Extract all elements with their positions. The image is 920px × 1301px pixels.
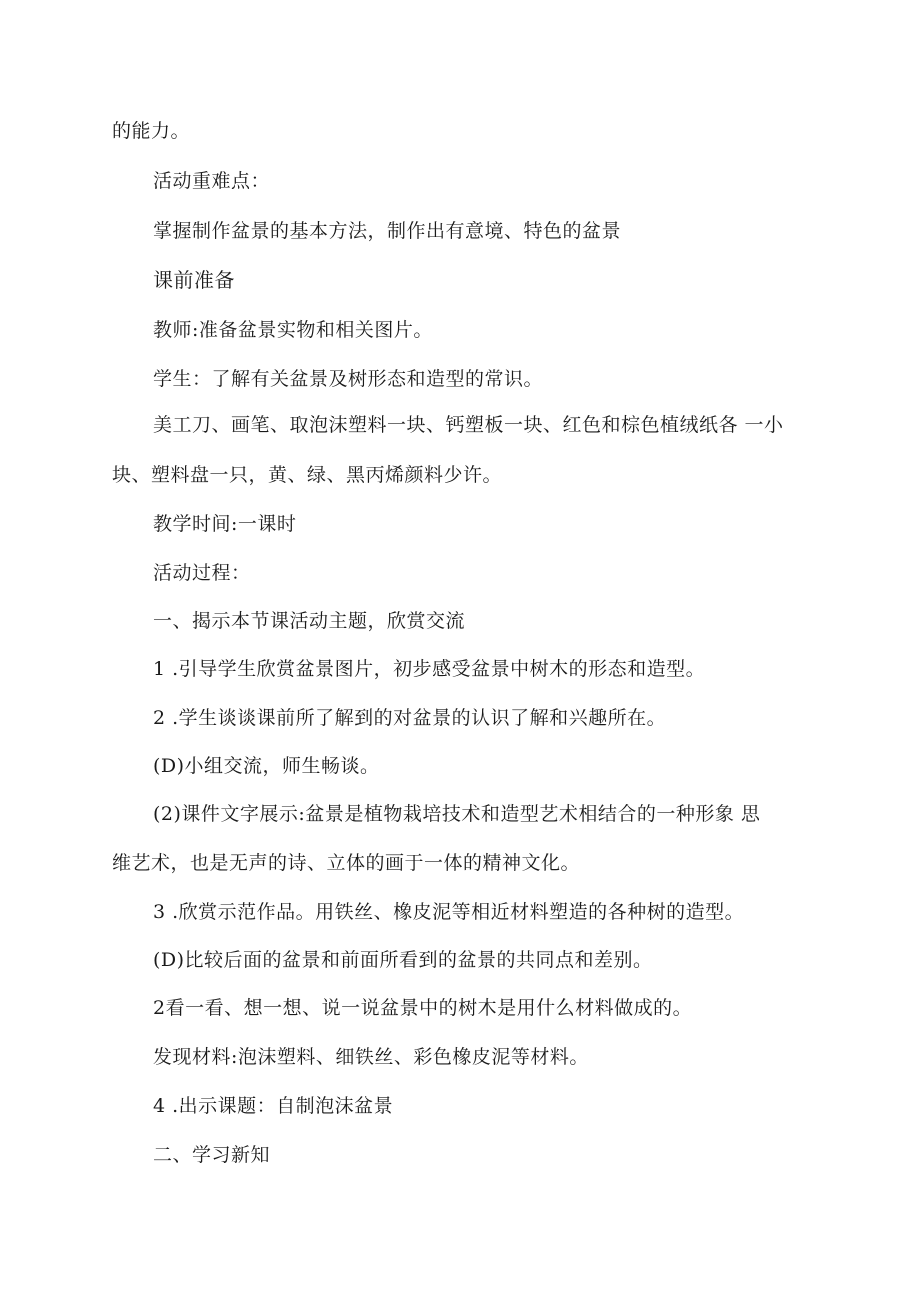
- paragraph-line: 1 .引导学生欣赏盆景图片，初步感受盆景中树木的形态和造型。: [153, 658, 706, 680]
- paragraph-line: 教学时间:一课时: [153, 513, 297, 535]
- paragraph-line: 2 .学生谈谈课前所了解到的对盆景的认识了解和兴趣所在。: [153, 707, 667, 729]
- section-heading: 课前准备: [153, 268, 235, 292]
- paragraph-line: 掌握制作盆景的基本方法，制作出有意境、特色的盆景: [153, 220, 622, 242]
- paragraph-line: 块、塑料盘一只，黄、绿、黑丙烯颜料少许。: [112, 464, 503, 486]
- paragraph-line: 3 .欣赏示范作品。用铁丝、橡皮泥等相近材料塑造的各种树的造型。: [153, 901, 745, 923]
- paragraph-line: 美工刀、画笔、取泡沫塑料一块、钙塑板一块、红色和棕色植绒纸各 一小: [153, 414, 784, 436]
- paragraph-line: 4 .出示课题：自制泡沫盆景: [153, 1095, 394, 1117]
- paragraph-line: 维艺术，也是无声的诗、立体的画于一体的精神文化。: [112, 852, 581, 874]
- paragraph-line: (D)比较后面的盆景和前面所看到的盆景的共同点和差别。: [153, 949, 653, 971]
- paragraph-line: 教师:准备盆景实物和相关图片。: [153, 319, 433, 341]
- paragraph-line: 活动重难点：: [153, 170, 271, 192]
- paragraph-line: (2)课件文字展示:盆景是植物栽培技术和造型艺术相结合的一种形象 思: [153, 803, 761, 825]
- paragraph-line: 活动过程：: [153, 562, 251, 584]
- paragraph-line: 学生：了解有关盆景及树形态和造型的常识。: [153, 368, 544, 390]
- paragraph-line: (D)小组交流，师生畅谈。: [153, 755, 380, 777]
- paragraph-line: 2看一看、想一想、说一说盆景中的树木是用什么材料做成的。: [153, 997, 693, 1019]
- paragraph-line: 二、学习新知: [153, 1144, 271, 1166]
- paragraph-line: 一、揭示本节课活动主题，欣赏交流: [153, 610, 466, 632]
- paragraph-line: 的能力。: [112, 120, 191, 142]
- paragraph-line: 发现材料:泡沫塑料、细铁丝、彩色橡皮泥等材料。: [153, 1046, 589, 1068]
